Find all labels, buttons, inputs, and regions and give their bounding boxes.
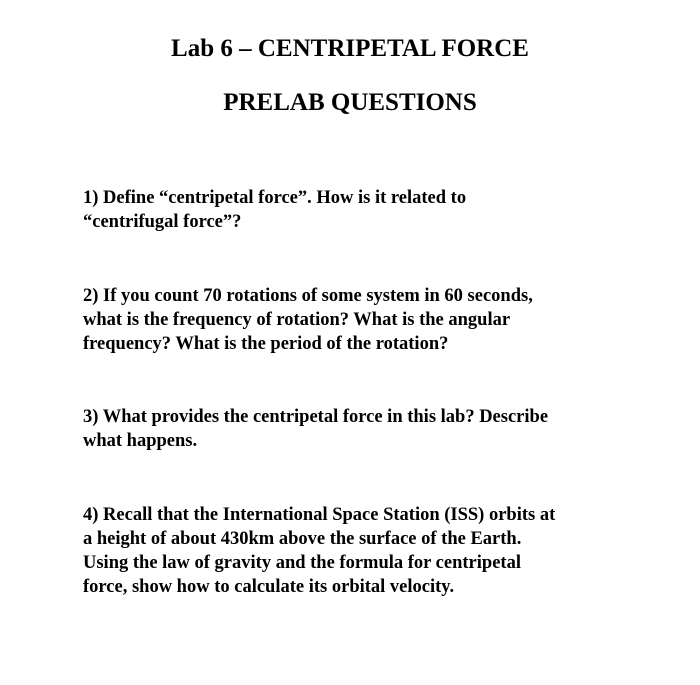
question-4 [83, 503, 643, 599]
document-title: Lab 6 – CENTRIPETAL FORCE [171, 35, 529, 62]
question-4-line-4: force, show how to calculate its orbital velocity. [83, 577, 455, 597]
question-3 [83, 405, 643, 453]
question-1 [83, 186, 643, 234]
question-4-line-2: a height of about 430km above the surface of the Earth. [83, 529, 522, 549]
question-2-line-3: frequency? What is the period of the rotation? [83, 334, 449, 354]
question-2 [83, 284, 643, 356]
question-1-line-1: 1) Define “centripetal force”. How is it related to [83, 188, 467, 208]
question-4-line-1: 4) Recall that the International Space Station (ISS) orbits at [83, 505, 556, 525]
question-4-line-3: Using the law of gravity and the formula for centripetal [83, 553, 521, 573]
question-3-line-1: 3) What provides the centripetal force in this lab? Describe [83, 407, 549, 427]
question-3-line-2: what happens. [83, 431, 198, 451]
question-2-line-1: 2) If you count 70 rotations of some system in 60 seconds, [83, 286, 533, 306]
question-2-line-2: what is the frequency of rotation? What is the angular [83, 310, 511, 330]
document-subtitle: PRELAB QUESTIONS [223, 89, 477, 116]
question-1-line-2: “centrifugal force”? [83, 212, 242, 232]
